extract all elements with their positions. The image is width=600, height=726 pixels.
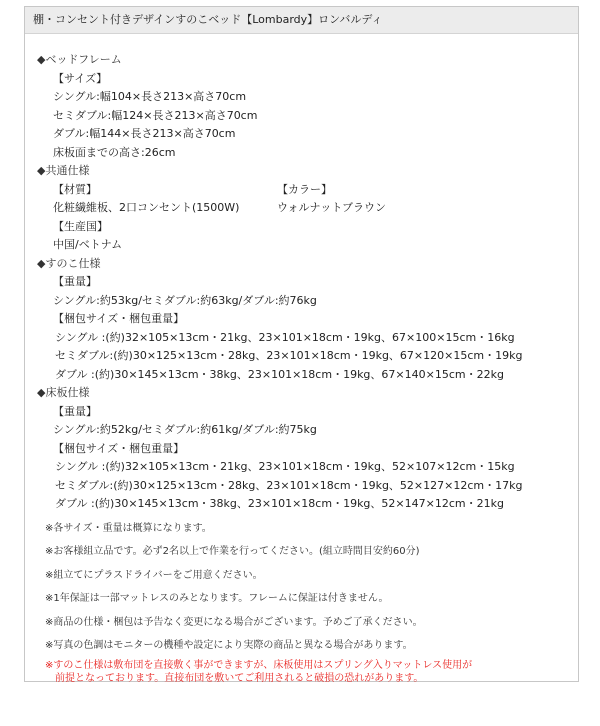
note-item: ※写真の色調はモニターの機種や設定により実際の商品と異なる場合があります。	[45, 640, 413, 652]
floor-package-semi-double: セミダブル:(約)30×125×13cm・28kg、23×101×18cm・19kg、52×127×12cm・17kg	[55, 478, 523, 492]
bed-frame-heading: ◆ベッドフレーム	[37, 53, 122, 66]
sunoko-package-semi-double: セミダブル:(約)30×125×13cm・28kg、23×101×18cm・19kg、67×120×15cm・19kg	[55, 349, 523, 362]
material-label: 【材質】	[53, 182, 97, 196]
floor-package-double: ダブル :(約)30×145×13cm・38kg、23×101×18cm・19kg、52×147×12cm・21kg	[55, 497, 504, 510]
sunoko-package-single: シングル :(約)32×105×13cm・21kg、23×101×18cm・19kg、67×100×15cm・16kg	[55, 330, 515, 344]
product-title: 棚・コンセント付きデザインすのこベッド【Lombardy】ロンバルディ	[25, 7, 578, 34]
sunoko-heading: ◆すのこ仕様	[37, 256, 101, 270]
floor-height: 床板面までの高さ:26cm	[53, 145, 176, 159]
color-label: 【カラー】	[277, 182, 332, 196]
floor-heading: ◆床板仕様	[37, 386, 90, 399]
note-item: ※組立てにプラスドライバーをご用意ください。	[45, 569, 263, 581]
origin-value: 中国/ベトナム	[53, 238, 123, 251]
spec-content	[37, 51, 522, 514]
origin-label: 【生産国】	[53, 219, 108, 233]
note-item: ※商品の仕様・梱包は予告なく変更になる場合がございます。予めご了承ください。	[45, 616, 423, 628]
size-double: ダブル:幅144×長さ213×高さ70cm	[53, 127, 236, 140]
common-heading: ◆共通仕様	[37, 164, 90, 177]
floor-weight: シングル:約52kg/セミダブル:約61kg/ダブル:約75kg	[53, 423, 317, 436]
sunoko-weight: シングル:約53kg/セミダブル:約63kg/ダブル:約76kg	[53, 293, 317, 307]
warning-line: 前提となっております。直接布団を敷いてご利用されると破損の恐れがあります。	[55, 673, 424, 685]
sunoko-package-label: 【梱包サイズ・梱包重量】	[53, 312, 185, 325]
material-color-values	[37, 199, 522, 218]
size-label: 【サイズ】	[53, 71, 108, 85]
material-value: 化粧繊維板、2口コンセント(1500W)	[53, 201, 240, 214]
material-color-labels	[37, 181, 522, 200]
color-value: ウォルナットブラウン	[277, 201, 387, 214]
notes	[45, 517, 472, 685]
floor-package-single: シングル :(約)32×105×13cm・21kg、23×101×18cm・19kg、52×107×12cm・15kg	[55, 460, 515, 473]
floor-weight-label: 【重量】	[53, 404, 97, 418]
note-item: ※お客様組立品です。必ず2名以上で作業を行ってください。(組立時間目安約60分)	[45, 546, 420, 558]
size-single: シングル:幅104×長さ213×高さ70cm	[53, 90, 247, 103]
warning-note	[45, 659, 472, 685]
size-semi-double: セミダブル:幅124×長さ213×高さ70cm	[53, 108, 258, 122]
sunoko-package-double: ダブル :(約)30×145×13cm・38kg、23×101×18cm・19kg、67×140×15cm・22kg	[55, 367, 504, 381]
spec-panel	[24, 6, 579, 685]
sunoko-weight-label: 【重量】	[53, 275, 97, 288]
note-item: ※各サイズ・重量は概算になります。	[45, 523, 212, 534]
floor-package-label: 【梱包サイズ・梱包重量】	[53, 441, 185, 455]
note-item: ※1年保証は一部マットレスのみとなります。フレームに保証は付きません。	[45, 593, 389, 605]
warning-line: ※すのこ仕様は敷布団を直接敷く事ができますが、床板使用はスプリング入りマットレス使用が	[45, 660, 473, 672]
